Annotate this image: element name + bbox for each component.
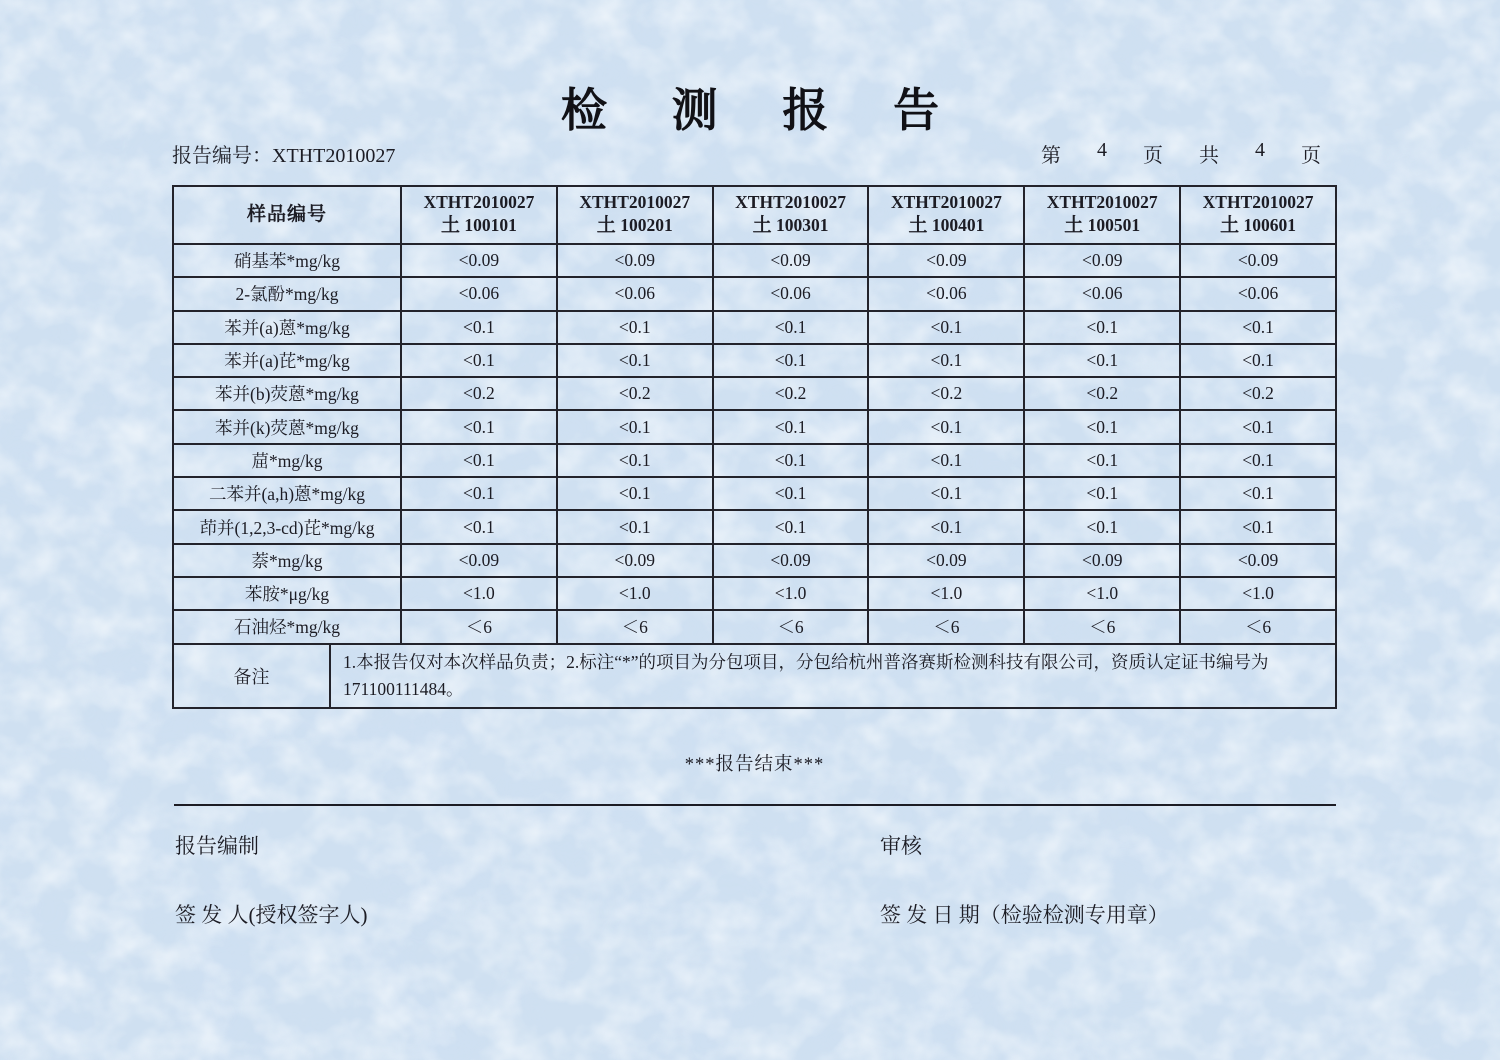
parameter-label: 苯并(a)芘*mg/kg	[173, 344, 401, 377]
result-value: <0.09	[868, 544, 1024, 577]
result-value: <0.1	[401, 477, 557, 510]
result-value: <0.1	[401, 344, 557, 377]
total-page-number: 4	[1255, 139, 1265, 161]
result-value: ＜6	[1180, 610, 1336, 643]
result-value: <0.1	[713, 311, 869, 344]
result-value: ＜6	[1024, 610, 1180, 643]
result-value: <1.0	[1024, 577, 1180, 610]
sample-column-header: XTHT2010027 土 100501	[1024, 186, 1180, 244]
results-table-wrap	[172, 185, 1337, 709]
result-value: <0.1	[868, 444, 1024, 477]
parameter-label: 苯胺*μg/kg	[173, 577, 401, 610]
result-value: <0.09	[868, 244, 1024, 277]
result-value: <0.09	[1024, 244, 1180, 277]
result-value: <0.2	[401, 377, 557, 410]
result-value: <0.06	[868, 277, 1024, 310]
result-value: <0.09	[401, 544, 557, 577]
table-row	[173, 577, 1336, 610]
result-value: <0.1	[1024, 410, 1180, 443]
result-value: <0.1	[1024, 510, 1180, 543]
table-body	[173, 244, 1336, 644]
result-value: <0.06	[401, 277, 557, 310]
sample-column-header: XTHT2010027 土 100301	[713, 186, 869, 244]
table-row	[173, 277, 1336, 310]
sample-column-header: XTHT2010027 土 100401	[868, 186, 1024, 244]
result-value: <0.09	[1180, 244, 1336, 277]
result-value: <0.1	[1180, 510, 1336, 543]
result-value: <0.1	[557, 344, 713, 377]
result-value: <0.09	[1024, 544, 1180, 577]
result-value: <0.1	[868, 410, 1024, 443]
result-value: <0.1	[557, 410, 713, 443]
result-value: <0.09	[557, 544, 713, 577]
meta-row	[172, 139, 1337, 168]
result-value: ＜6	[401, 610, 557, 643]
current-page-number: 4	[1097, 139, 1107, 161]
table-row	[173, 311, 1336, 344]
pagination-part: 共	[1199, 145, 1219, 167]
sample-column-header: XTHT2010027 土 100201	[557, 186, 713, 244]
result-value: <0.1	[868, 344, 1024, 377]
soil-sample-glyph: 土	[908, 215, 928, 237]
result-value: <1.0	[713, 577, 869, 610]
parameter-label: 苯并(b)荧蒽*mg/kg	[173, 377, 401, 410]
result-value: <0.1	[868, 510, 1024, 543]
issue-date-label: 签 发 日 期（检验检测专用章）	[880, 903, 1169, 927]
prepared-by-label: 报告编制	[175, 834, 259, 858]
result-value: <0.1	[1024, 311, 1180, 344]
result-value: <0.1	[401, 311, 557, 344]
remark-row	[172, 643, 1337, 709]
report-end-text: ***报告结束***	[684, 755, 825, 775]
table-row	[173, 544, 1336, 577]
soil-sample-glyph: 土	[1220, 215, 1240, 237]
result-value: <0.1	[557, 311, 713, 344]
result-value: <0.1	[1180, 477, 1336, 510]
result-value: <0.1	[1024, 344, 1180, 377]
parameter-label: 2-氯酚*mg/kg	[173, 277, 401, 310]
result-value: <0.06	[1180, 277, 1336, 310]
result-value: <1.0	[401, 577, 557, 610]
result-value: <0.06	[557, 277, 713, 310]
parameter-label: 苯并(k)荧蒽*mg/kg	[173, 410, 401, 443]
table-row	[173, 477, 1336, 510]
table-row	[173, 244, 1336, 277]
result-value: ＜6	[868, 610, 1024, 643]
result-value: <0.09	[1180, 544, 1336, 577]
footer-divider	[174, 804, 1336, 806]
result-value: <0.2	[1180, 377, 1336, 410]
parameter-label: 硝基苯*mg/kg	[173, 244, 401, 277]
sample-id-corner-header: 样品编号	[173, 186, 401, 244]
sample-column-header: XTHT2010027 土 100601	[1180, 186, 1336, 244]
result-value: <0.1	[1180, 344, 1336, 377]
remark-label: 备注	[174, 645, 331, 707]
result-value: <0.1	[868, 477, 1024, 510]
result-value: ＜6	[713, 610, 869, 643]
result-value: <0.2	[1024, 377, 1180, 410]
result-value: <0.1	[401, 444, 557, 477]
parameter-label: 二苯并(a,h)蒽*mg/kg	[173, 477, 401, 510]
pagination-part: 第	[1041, 145, 1061, 167]
result-value: <0.1	[1180, 311, 1336, 344]
result-value: <0.09	[713, 244, 869, 277]
result-value: <0.2	[557, 377, 713, 410]
sample-column-header: XTHT2010027 土 100101	[401, 186, 557, 244]
result-value: <0.1	[1180, 444, 1336, 477]
result-value: <0.09	[713, 544, 869, 577]
result-value: <0.1	[557, 444, 713, 477]
result-value: <1.0	[868, 577, 1024, 610]
report-number: 报告编号：XTHT2010027	[172, 145, 396, 167]
table-row	[173, 444, 1336, 477]
result-value: <0.06	[713, 277, 869, 310]
result-value: <1.0	[1180, 577, 1336, 610]
soil-sample-glyph: 土	[752, 215, 772, 237]
issuer-label: 签 发 人(授权签字人)	[175, 903, 368, 927]
result-value: <0.1	[401, 410, 557, 443]
soil-sample-glyph: 土	[596, 215, 616, 237]
result-value: <0.1	[1024, 477, 1180, 510]
parameter-label: 萘*mg/kg	[173, 544, 401, 577]
result-value: <0.06	[1024, 277, 1180, 310]
result-value: <0.1	[868, 311, 1024, 344]
parameter-label: 苯并(a)蒽*mg/kg	[173, 311, 401, 344]
parameter-label: 䓛*mg/kg	[173, 444, 401, 477]
results-table	[172, 185, 1337, 645]
table-row	[173, 510, 1336, 543]
result-value: <0.1	[557, 477, 713, 510]
result-value: <0.09	[401, 244, 557, 277]
result-value: ＜6	[557, 610, 713, 643]
table-row	[173, 344, 1336, 377]
result-value: <0.09	[557, 244, 713, 277]
result-value: <0.1	[713, 477, 869, 510]
parameter-label: 茚并(1,2,3-cd)芘*mg/kg	[173, 510, 401, 543]
result-value: <0.1	[713, 444, 869, 477]
table-header-row	[173, 186, 1336, 244]
result-value: <0.1	[713, 410, 869, 443]
reviewed-by-label: 审核	[880, 834, 922, 858]
parameter-label: 石油烃*mg/kg	[173, 610, 401, 643]
result-value: <0.1	[557, 510, 713, 543]
result-value: <1.0	[557, 577, 713, 610]
result-value: <0.1	[1024, 444, 1180, 477]
page-title: 检 测 报 告	[560, 84, 966, 136]
table-row	[173, 377, 1336, 410]
soil-sample-glyph: 土	[440, 215, 460, 237]
result-value: <0.1	[713, 510, 869, 543]
result-value: <0.1	[1180, 410, 1336, 443]
soil-sample-glyph: 土	[1064, 215, 1084, 237]
pagination-part: 页	[1301, 145, 1321, 167]
pagination	[1041, 139, 1337, 168]
table-row	[173, 410, 1336, 443]
pagination-part: 页	[1143, 145, 1163, 167]
result-value: <0.2	[713, 377, 869, 410]
result-value: <0.2	[868, 377, 1024, 410]
result-value: <0.1	[713, 344, 869, 377]
result-value: <0.1	[401, 510, 557, 543]
table-row	[173, 610, 1336, 643]
remark-text: 1.本报告仅对本次样品负责；2.标注“*”的项目为分包项目，分包给杭州普洛赛斯检测科技有限公司，资质认定证书编号为171100111484。	[343, 651, 1269, 699]
